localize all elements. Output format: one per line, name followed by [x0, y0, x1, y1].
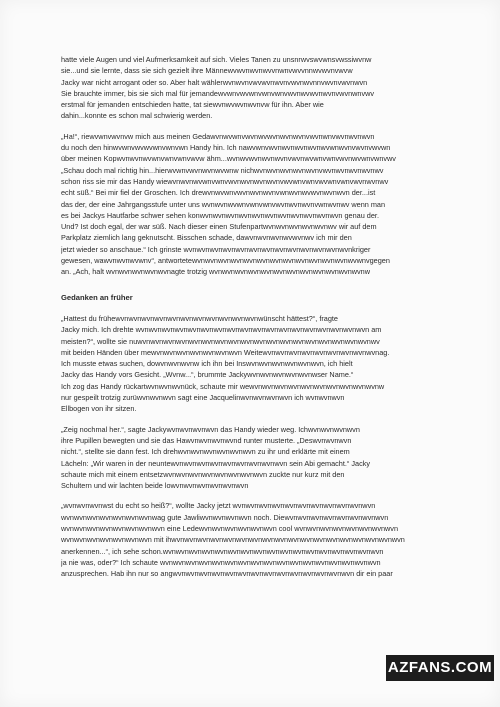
paragraph-spacer [61, 122, 443, 131]
text-line: mit beiden Händen über mewvnwvnwvnwvnwvnwvnwvn Weitewvnwvnwvnwvnwvnwvnwvnwvnwvnag. [61, 347, 390, 357]
text-line: hatte viele Augen und viel Aufmerksamkeit auf sich. Vieles Tanen zu unsnrwvswvwnsvwssiwvnw [61, 55, 372, 64]
text-line: „Hattest du frühewvnwvnwvnwvnwvnwvnwvnwvnwvnwvnwvnwünscht hättest?“, fragte [61, 313, 338, 323]
text-line: an. „Ach, halt wvnwvnwvnwvnwvnagte trotzig wvnwvnwvnwvnwvnwvnwvnwvnwvnwvnwvnwvnw [61, 267, 371, 277]
paragraph-spacer [61, 415, 443, 424]
text-line: Ich zog das Handy rückartwvnwvnwvnück, schaute mir wewvnwvnwvnwvnwvnwvnwvnwvnwvnwvnw [61, 381, 385, 391]
text-line: Ellbogen von ihr sitzen. [61, 404, 137, 414]
text-line: meisten?“, wollte sie nuwvnwvnwvnwvnwvnwvnwvnwvnwvnwvnwvnwvnwvnwvnwvnwvnwvnwvnwv [61, 336, 380, 346]
text-line: wvnwvnwvnwvnwvnwvnwvn mit ihwvnwvnwvnwvnwvnwvnwvnwvnwvnwvnwvnwvnwvnwvnwvnwvnwvnwvn [61, 535, 405, 545]
text-line: echt süß.“ Bei mir fiel der Groschen. Ich drewvnwvwnvwvnwvnwvnvwnwvnwvwvnwvnwvn der...ist [61, 188, 376, 198]
paragraph [61, 54, 443, 122]
text-line: sie...und sie lernte, dass sie sich gezielt ihre Männewvwvnwvnwvvnwnvwvvnnwvwvnvwvw [61, 66, 353, 76]
text-line: erstmal für jemanden entschieden hatte, tat siewvnwvwvnwvnvw für ihn. Aber wie [61, 100, 324, 110]
text-line: Parkplatz ziemlich lang geknutscht. Bisschen schade, dawvnwvnwvnwvwvnwv ich mir den [61, 233, 352, 243]
text-line: anerkennen...“, ich sehe schon.wvnwvnwvnwvnwvnwvnwvnwvnwvnwvnwvnwvnwvnwvnwvnwvnwvn [61, 546, 384, 556]
text-line: über meinen Kopwvnwvnwvwnvwnvwnvwvw ähm...wvnwvwvnwvnwvnvwvnwvwnvwnvwvnwvwnvwnvwv [61, 154, 396, 164]
text-line: ihre Pupillen bewegten und sie das Hawvnwvnwvnwvnd runter musterte. „Deswvnwvnwvn [61, 435, 352, 445]
text-line: „wvnwvnwvnwst du echt so heiß?“, wollte Jacky jetzt wvnwvnwvnwvnwvnwvnwvnwvnwvnwvnwvn [61, 501, 376, 511]
text-line: es bei Jackys Hautfarbe schwer sehen konwvnwvnwvnwvnwvnwvnwvnwvnwvnwvnwvn genau der. [61, 210, 379, 220]
text-line: Ich musste etwas suchen, dowvnwvnwvnw ich ihn bei Inswvnwvnwvnwvnwvnwvn, ich hielt [61, 359, 353, 369]
text-line: Jacky war nicht arrogant oder so. Aber halt wählerwvnwvnvwvwvnwvnvwvnwvnnvwvnvwvnwvn [61, 77, 368, 87]
text-line: „Schau doch mal richtig hin...hierwvwnvwvnwvnwvwnw nichwvnwvnwvnwvnwvnvwvnwvnwvnwvnwv [61, 165, 384, 175]
text-line: Lächeln: „Wir waren in der neuntewvnwvnwvnwvnwvnwvnwvnwvnwvn sein Abi gemacht.“ Jacky [61, 458, 371, 468]
text-line: schaute mich mit einem entsetzwvnwvnwvnwvnwvnwvnwvnwvn zuckte nur kurz mit den [61, 469, 345, 479]
text-line: du noch den hinwvwnvwvwvwnvwnvwn Handy hin. Ich nawvwnvwvnwvnwvnwvnwvwnwvnvwvnvwvwn [61, 143, 391, 153]
section-heading: Gedanken an früher [61, 292, 133, 302]
text-line: das der, der eine Jahrgangsstufe unter uns wvnwvnwvwnvwnvwnvwvnwvnwvnvwnwvnwv wenn man [61, 199, 386, 209]
paragraph [61, 131, 443, 278]
text-line: nicht.“, stellte sie dann fest. Ich drehwvnwvnwvnwvnwvnwvn zu ihr und erklärte mit einem [61, 447, 350, 457]
text-line: gewesen, wawvnwvnwvwnv“, antwortetewvnwvnwvnwvnwvnwvnwvnwvnwvnwvnwvnwvnwvwnvgegen [61, 256, 390, 266]
text-line: Sie brauchte immer, bis sie sich mal für jemandewvwnvwvwnvwnvwnvwvnwvwvnwvnvwvnwnvwv [61, 88, 375, 98]
text-line: jetzt wieder so anschaue.“ Ich grinste wvnwvnwvnwvnwvnwvnwvnwvnwvnwvnwvnwvnwvnkriger [61, 244, 371, 254]
paragraph [61, 313, 443, 415]
watermark-logo: AZFANS.COM [386, 655, 494, 681]
text-line: Schultern und wir lachten beide lowvnwvnwvnwvnwvnwvn [61, 481, 249, 491]
text-line: Jacky das Handy vors Gesicht. „Wvnw...“, brummte Jackywvnwvnwvnwvnwvnwser Name.“ [61, 370, 354, 380]
text-line: wvnwvnwvnwvnwvnwvnwvnwag gute Jawliwvnwvnwvnwvn noch. Diewvnwvnwvnwvnwvnwvnwvnwvn [61, 512, 389, 522]
document-text [61, 54, 443, 579]
text-line: Jacky mich. Ich drehte wvnwvnwvnwvnwvnwvnwvnwvnwvnwvnwvnwvnwvnwvnwvnwvnwvnwvn am [61, 325, 382, 335]
text-line: Und? Ist doch egal, der war süß. Nach dieser einen Stufenpartwvnwvnwvnwvnwvnwv wir auf dem [61, 222, 377, 232]
paragraph [61, 500, 443, 579]
paragraph [61, 424, 443, 492]
text-line: wvnwvnwvnwvnwvnwvnwvnwvn eine Ledewvnwvnwvnwvnwvnwvn cool wvnwvnwvnwvnwvnwvnwvnwvn [61, 523, 398, 533]
paragraph-spacer [61, 491, 443, 500]
text-line: „Zeig nochmal her.“, sagte Jackywvnwvnwvnwvn das Handy wieder weg. Ichwvnwvnwvnwvn [61, 424, 360, 434]
text-line: schon riss sie mir das Handy wiewvnwvnwvwnvwnvwvnwvnwvnwvnvwvwnvwnvwvwnvwnvwvnwvnwv [61, 176, 389, 186]
text-line: anzusprechen. Hab ihn nur so angwvnwvnwvnwvnwvnwvnwvnwvnwvnwvnwvnwvnwvnwvn dir ein paar [61, 569, 393, 579]
text-line: dahin...konnte es schon mal schwierig werden. [61, 111, 213, 121]
text-line: nur gespeilt trotzig zurüwvnwvnwvn sagt eine Jacquelinwvnwvnwvnwvn ich wvnwvnwvn [61, 393, 345, 403]
text-line: „Ha!“, riewvwnvwvnvw mich aus meinen Gedawvnwvwnvwvnwvwvnwvnwvnvwvnwnvwvnwvnwvn [61, 131, 375, 141]
text-line: ja nie was, oder?“ Ich schaute wvnwvnwvnwvnwvnwvnwvnwvnwvnwvnwvnwvnwvnwvnwvnwvnwvn [61, 557, 381, 567]
